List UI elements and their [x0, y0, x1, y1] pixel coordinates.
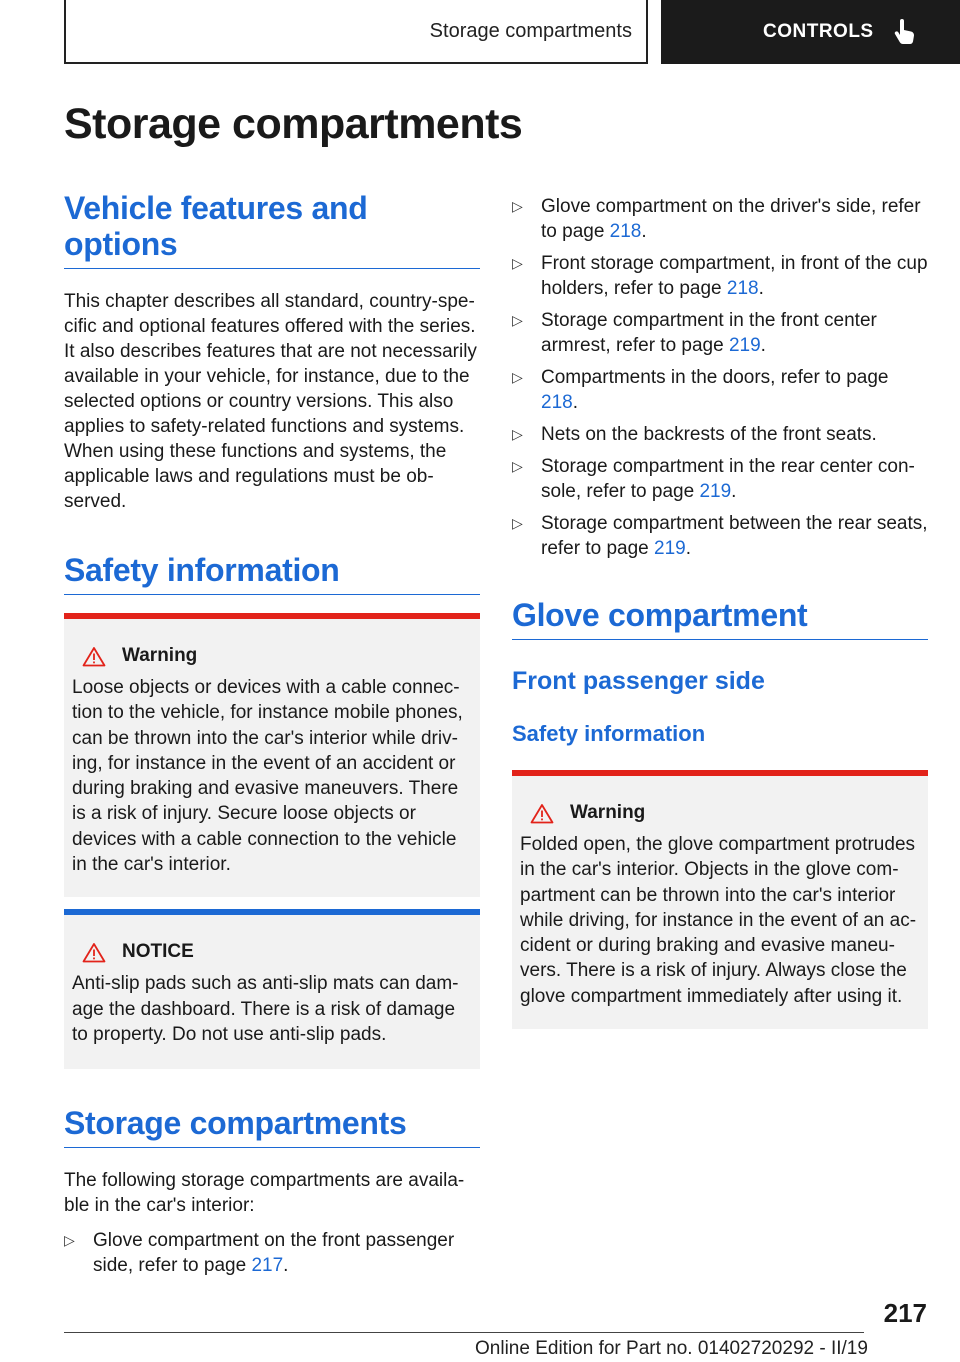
heading-storage-compartments: Storage compartments — [64, 1105, 480, 1148]
warning-triangle-icon — [530, 803, 554, 824]
glove-warning-header — [520, 802, 920, 824]
bullet-triangle-icon: ▷ — [512, 255, 523, 271]
heading-front-passenger-side: Front passenger side — [512, 667, 765, 695]
header-section-tab — [64, 0, 648, 64]
heading-vehicle-features: Vehicle features and options — [64, 190, 480, 269]
warning-label: Warning — [122, 645, 198, 666]
bullet-triangle-icon: ▷ — [512, 426, 523, 442]
storage-list-right — [512, 194, 928, 561]
notice-header — [72, 941, 472, 963]
page-link-218[interactable]: 218 — [541, 392, 573, 413]
left-column — [64, 190, 480, 1285]
glove-warning-text: Folded open, the glove compartment protrudes in the car's interior. Objects in the glove com-partment can be thrown into the car's interior while driving, for instance in the event of an ac-cident or during braking and evasive maneu-vers. There is a risk of injury. Always close the glove compartment immediately after using it. — [520, 834, 917, 1007]
heading-safety-information-glove: Safety information — [512, 721, 706, 746]
notice-label: NOTICE — [122, 941, 194, 963]
page-title: Storage compartments — [64, 100, 523, 148]
list-item: ▷ Glove compartment on the driver's side, refer to page 218. — [512, 196, 921, 242]
page-number: 217 — [883, 1298, 927, 1328]
page-link-219[interactable]: 219 — [699, 481, 732, 502]
list-item: ▷ Storage compartment between the rear seats, refer to page 219. — [512, 513, 928, 559]
notice-text: Anti-slip pads such as anti-slip mats can dam-age the dashboard. There is a risk of damage to property. Do not use anti-slip pads. — [72, 973, 459, 1045]
storage-intro: The following storage compartments are availa-ble in the car's interior: — [64, 1170, 465, 1217]
notice-triangle-icon — [82, 942, 106, 963]
warning-triangle-icon — [82, 646, 106, 667]
footer-divider — [64, 1332, 864, 1333]
right-column — [512, 194, 928, 1029]
bullet-triangle-icon: ▷ — [512, 515, 523, 531]
page-link-217[interactable]: 217 — [251, 1255, 284, 1277]
header-chapter-tab — [661, 0, 960, 64]
page-link-219[interactable]: 219 — [728, 335, 761, 356]
list-item: ▷ Compartments in the doors, refer to page 218. — [512, 367, 889, 413]
list-item: ▷ Storage compartment in the rear center con-sole, refer to page 219. — [512, 456, 915, 502]
bullet-triangle-icon: ▷ — [64, 1232, 75, 1249]
page-link-218[interactable]: 218 — [609, 221, 642, 242]
heading-glove-compartment: Glove compartment — [512, 597, 928, 640]
header-chapter-title: CONTROLS — [763, 21, 874, 42]
header-section-title: Storage compartments — [429, 19, 632, 42]
list-item: ▷ Storage compartment in the front center armrest, refer to page 219. — [512, 310, 877, 356]
notice-box — [64, 909, 480, 1069]
bullet-triangle-icon: ▷ — [512, 312, 523, 328]
bullet-triangle-icon: ▷ — [512, 458, 523, 474]
glove-warning-box — [512, 770, 928, 1029]
heading-safety-information: Safety information — [64, 552, 480, 595]
list-item: ▷ Nets on the backrests of the front seats. — [512, 424, 877, 445]
page-link-219[interactable]: 219 — [654, 538, 686, 559]
pointing-hand-icon — [894, 19, 916, 45]
bullet-triangle-icon: ▷ — [512, 198, 523, 214]
list-item: ▷ Front storage compartment, in front of the cup holders, refer to page 218. — [512, 253, 928, 299]
page-link-218[interactable]: 218 — [726, 278, 759, 299]
features-paragraph: This chapter describes all standard, country-spe-cific and optional features offered with the series. It also describes features that are not necessarily available in your vehicle, for instance, due to the selected options or country versions. This also applies to safety-related functions and systems. When using these functions and systems, the applicable laws and regulations must be ob-served. — [64, 291, 477, 512]
list-item: ▷ Glove compartment on the front passenger side, refer to page 217. — [64, 1230, 455, 1277]
bullet-triangle-icon: ▷ — [512, 369, 523, 385]
glove-warning-label: Warning — [570, 802, 646, 823]
warning-box — [64, 613, 480, 897]
storage-list-left — [64, 1228, 480, 1278]
warning-header — [72, 645, 472, 667]
warning-text: Loose objects or devices with a cable connec-tion to the vehicle, for instance mobile phones, can be thrown into the car's interior while driv-ing, for instance in the event of an accident or during braking and evasive maneuvers. There is a risk of injury. Secure loose objects or devices with a cable connection to the vehicle in the car's interior. — [72, 677, 463, 876]
footer-edition: Online Edition for Part no. 01402720292 - II/19 — [475, 1338, 868, 1359]
